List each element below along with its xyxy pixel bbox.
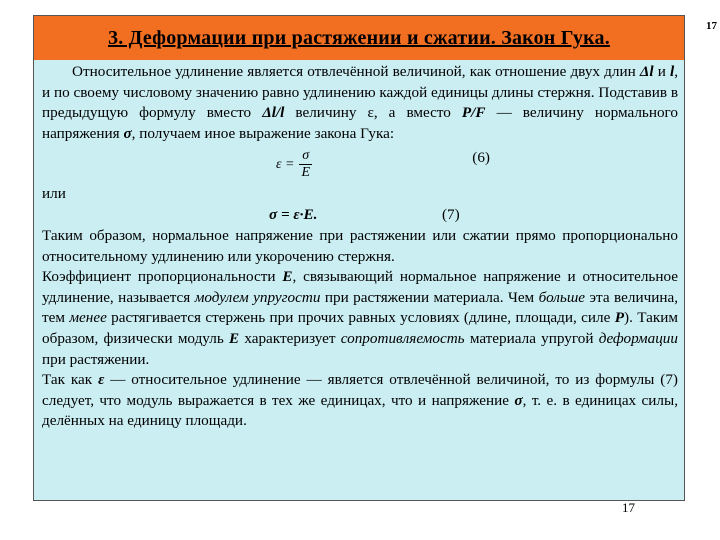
symbol-delta-l: Δl [639, 63, 654, 80]
text-span: при растяжении. [42, 350, 150, 368]
fraction-numerator: σ [299, 148, 312, 165]
paragraph-2: Таким образом, нормальное напряжение при растяжении или сжатии прямо пропорционально относительному удлинению или укорочению стержня. [42, 226, 678, 265]
symbol-delta-l-over-l: Δl/l [262, 104, 285, 122]
symbol-p-over-f: P/F [461, 104, 486, 122]
fraction-denominator: E [301, 165, 311, 181]
text-span: Так как [42, 371, 99, 389]
formula-7 [42, 205, 678, 226]
paragraph-3 [42, 267, 678, 370]
text-span: , получаем иное выражение закона Гука: [131, 124, 395, 142]
formula-7-expression: σ = ε·E. [269, 205, 318, 223]
text-span: растягивается стержень при прочих равных условиях (длине, площади, силе [106, 309, 615, 327]
term-modulus: модулем упругости [194, 288, 321, 306]
slide-title: 3. Деформации при растяжении и сжатии. Закон Гука. [108, 26, 610, 49]
text-span: ). Таким образом, физически модуль [42, 309, 678, 347]
slide-body [42, 62, 678, 432]
term-resistance: сопротивляемость [340, 329, 465, 347]
symbol-sigma: σ [514, 391, 523, 409]
formula-lhs: ε = [276, 156, 295, 172]
symbol-e: E [282, 268, 293, 286]
text-span: материала упругой [464, 329, 599, 347]
hooke-fraction [276, 148, 313, 181]
formula-6 [42, 144, 678, 184]
symbol-epsilon: ε [98, 371, 105, 389]
text-span: величину ε, а вместо [284, 104, 462, 122]
term-deformation: деформации [598, 329, 678, 347]
equation-number-7: (7) [442, 205, 460, 223]
term-more: больше [538, 288, 586, 306]
text-span: , т. е. в единицах силы, делённых на единицу площади. [42, 391, 679, 430]
or-text: или [42, 185, 66, 203]
paragraph-1 [42, 62, 678, 144]
text-span: при растяжении материала. Чем [320, 288, 539, 306]
symbol-p: P [614, 309, 625, 327]
text-span: Коэффициент пропорциональности [42, 268, 283, 286]
text-span: характеризует [239, 329, 341, 347]
slide-page-number: 17 [622, 500, 635, 515]
fraction-stack [298, 148, 313, 181]
symbol-l: l [669, 63, 675, 80]
symbol-e: E [228, 329, 240, 347]
text-span: и [653, 63, 670, 80]
text-span: — величину нормального напряжения [42, 104, 678, 142]
paragraph-4 [42, 370, 678, 432]
title-bar [34, 16, 684, 60]
text-span: , и по своему числовому значению равно удлинению каждой единицы длины стержня. Подставив в предыдущую формулу вместо [42, 63, 678, 122]
text-span: — относительное удлинение — является отвлечённой величиной, то из формулы (7) следует, что модуль выражается в тех же единицах, что и напряжение [42, 371, 678, 409]
text-span: Относительное удлинение является отвлечённой величиной, как отношение двух длин [72, 63, 640, 80]
text-span: эта величина, тем [42, 288, 678, 327]
corner-page-number: 17 [706, 20, 717, 32]
symbol-sigma: σ [123, 124, 132, 142]
text-span: , связывающий нормальное напряжение и относительное удлинение, называется [42, 268, 679, 306]
slide [33, 15, 685, 515]
term-less: менее [69, 309, 107, 327]
equation-number-6: (6) [472, 149, 490, 167]
